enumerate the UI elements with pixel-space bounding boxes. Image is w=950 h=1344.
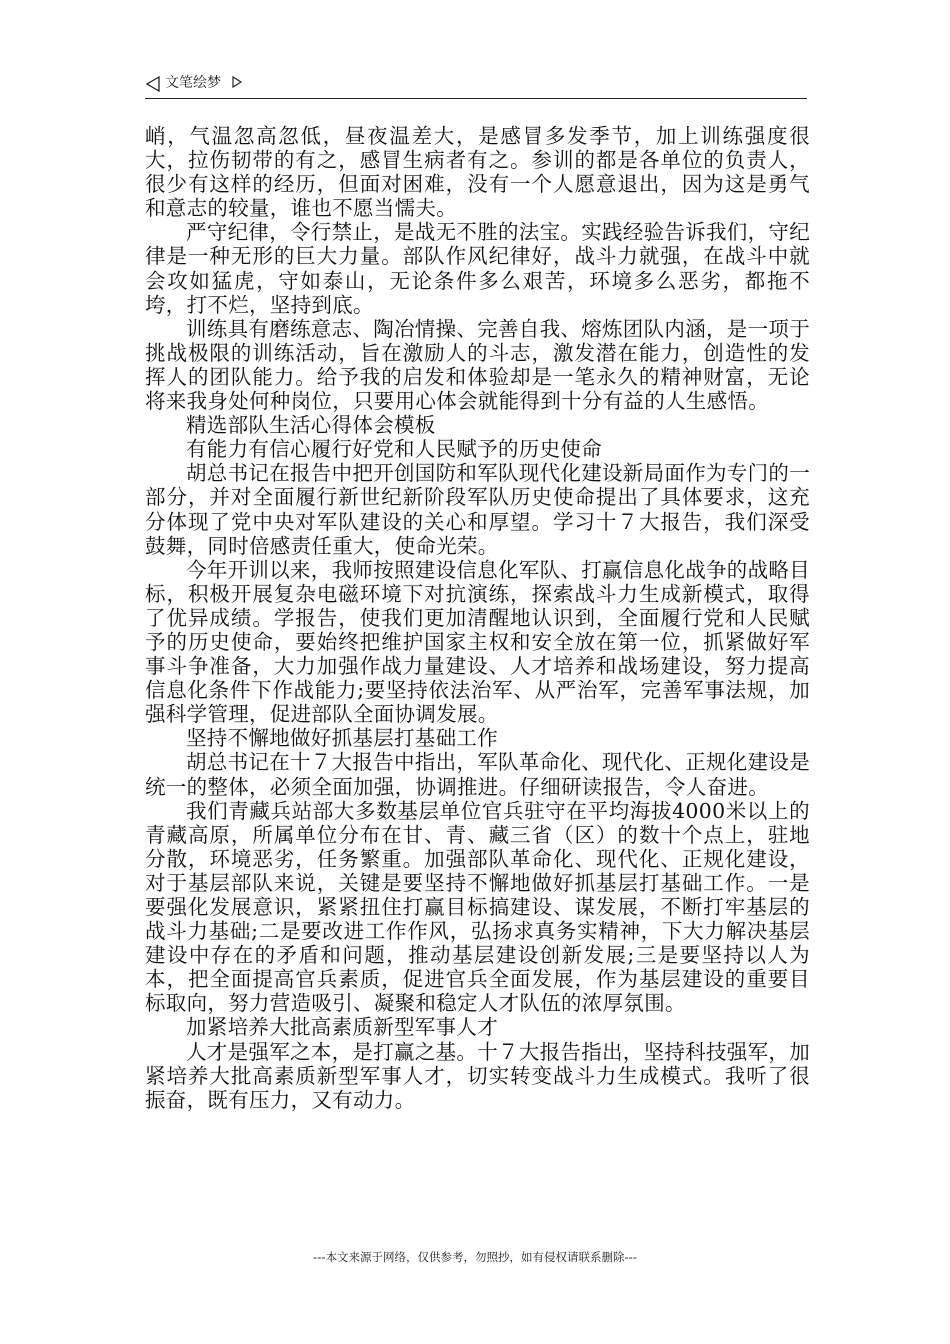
paragraph: 峭，气温忽高忽低，昼夜温差大，是感冒多发季节，加上训练强度很大，拉伤韧带的有之，感冒生病者有之。参训的都是各单位的负责人，很少有这样的经历，但面对困难，没有一个人愿意退出，因为这是勇气和意志的较量，谁也不愿当懦夫。 <box>145 124 810 221</box>
paragraph: 有能力有信心履行好党和人民赋予的历史使命 <box>186 437 602 462</box>
paragraph: 我们青藏兵站部大多数基层单位官兵驻守在平均海拔4000米以上的青藏高原，所属单位分布在甘、青、藏三省（区）的数十个点上，驻地分散，环境恶劣，任务繁重。加强部队革命化、现代化、正规化建设，对于基层部队来说，关键是要坚持不懈地做好抓基层打基础工作。一是要强化发展意识，紧紧扭住打赢目标搞建设、谋发展，不断打牢基层的战斗力基础;二是要改进工作作风，弘扬求真务实精神，下大力解决基层建设中存在的矛盾和问题，推动基层建设创新发展;三是要坚持以人为本，把全面提高官兵素质，促进官兵全面发展，作为基层建设的重要目标取向，努力营造吸引、凝聚和稳定人才队伍的浓厚氛围。 <box>145 798 810 1016</box>
triangle-right-icon <box>231 75 243 89</box>
paragraph: 精选部队生活心得体会模板 <box>186 413 436 438</box>
page-header <box>145 70 807 99</box>
paragraph: 加紧培养大批高素质新型军事人才 <box>186 1015 498 1040</box>
paragraph: 胡总书记在报告中把开创国防和军队现代化建设新局面作为专门的一部分，并对全面履行新世纪新阶段军队历史使命提出了具体要求，这充分体现了党中央对军队建设的关心和厚望。学习十７大报告，我们深受鼓舞，同时倍感责任重大，使命光荣。 <box>145 461 810 558</box>
footer-disclaimer: ---本文来源于网络，仅供参考，勿照抄，如有侵权请联系删除--- <box>313 1250 637 1264</box>
triangle-left-icon <box>145 76 161 92</box>
paragraph: 严守纪律，令行禁止，是战无不胜的法宝。实践经验告诉我们，守纪律是一种无形的巨大力量。部队作风纪律好，战斗力就强，在战斗中就会攻如猛虎，守如泰山，无论条件多么艰苦，环境多么恶劣，都拖不垮，打不烂，坚持到底。 <box>145 220 810 317</box>
paragraph: 人才是强军之本，是打赢之基。十７大报告指出，坚持科技强军，加紧培养大批高素质新型军事人才，切实转变战斗力生成模式。我听了很振奋，既有压力，又有动力。 <box>145 1039 810 1112</box>
paragraph: 胡总书记在十７大报告中指出，军队革命化、现代化、正规化建设是统一的整体，必须全面加强，协调推进。仔细研读报告，令人奋进。 <box>145 750 810 799</box>
paragraph: 坚持不懈地做好抓基层打基础工作 <box>186 726 498 751</box>
paragraph: 今年开训以来，我师按照建设信息化军队、打赢信息化战争的战略目标，积极开展复杂电磁环境下对抗演练，探索战斗力生成新模式，取得了优异成绩。学报告，使我们更加清醒地认识到，全面履行党和人民赋予的历史使命，要始终把维护国家主权和安全放在第一位，抓紧做好军事斗争准备，大力加强作战力量建设、人才培养和战场建设，努力提高信息化条件下作战能力;要坚持依法治军、从严治军，完善军事法规，加强科学管理，促进部队全面协调发展。 <box>145 557 810 727</box>
paragraph: 训练具有磨练意志、陶冶情操、完善自我、熔炼团队内涵，是一项于挑战极限的训练活动，旨在激励人的斗志，激发潜在能力，创造性的发挥人的团队能力。给予我的启发和体验却是一笔永久的精神财富，无论将来我身处何种岗位，只要用心体会就能得到十分有益的人生感悟。 <box>145 316 810 414</box>
document-body <box>145 124 810 1112</box>
header-title: 文笔绘梦 <box>165 75 221 91</box>
